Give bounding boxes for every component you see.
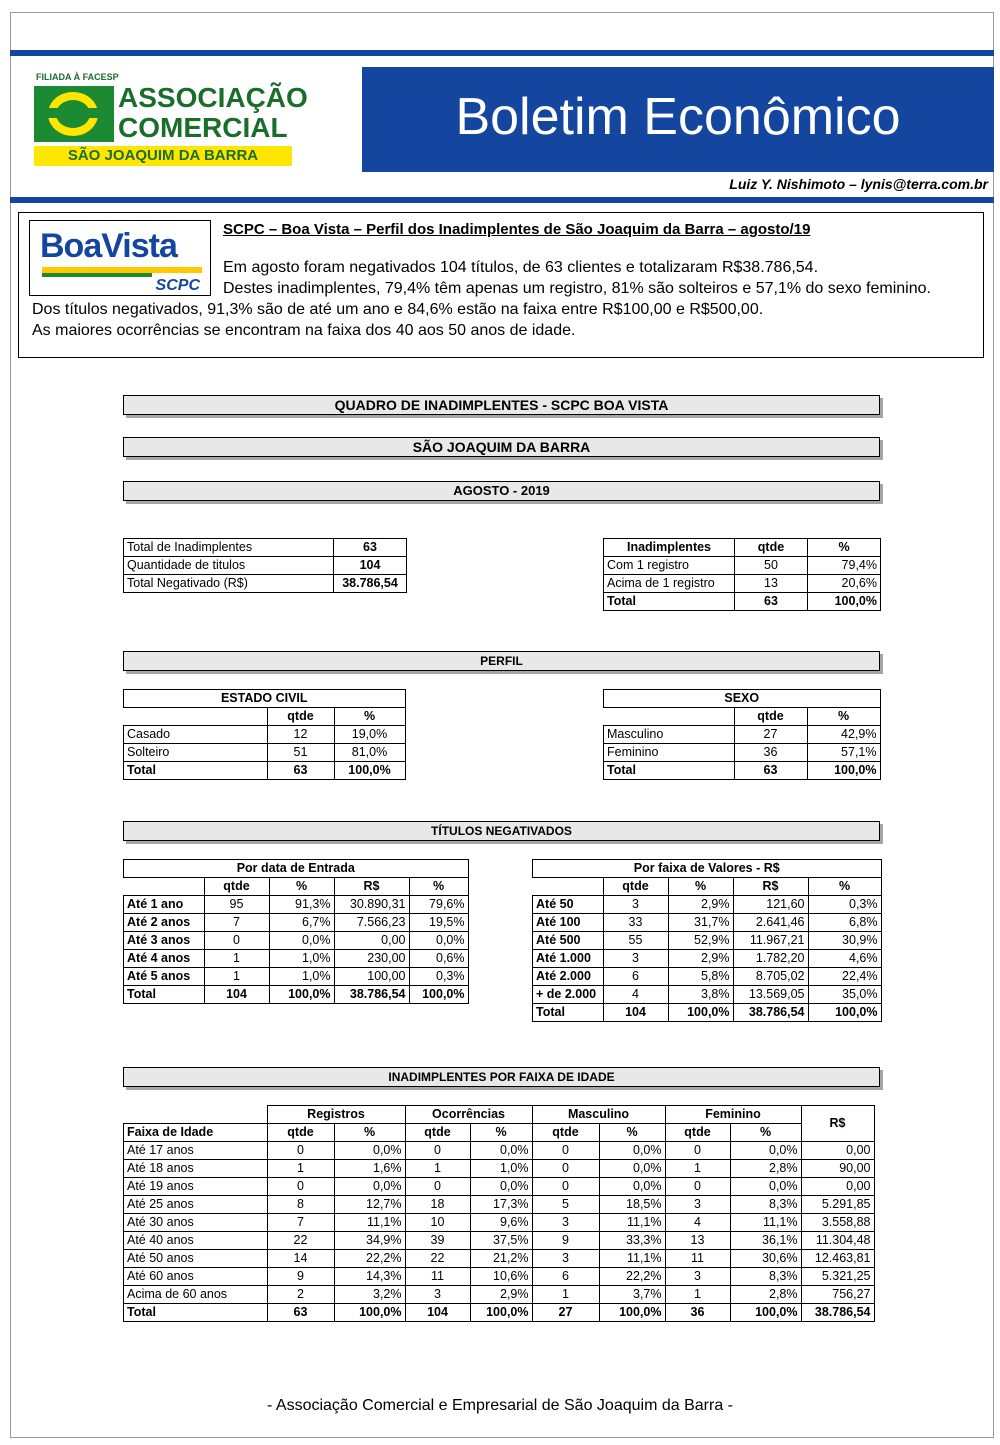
table-cell: 8	[267, 1196, 334, 1214]
table-row: Quantidade de titulos 104	[124, 557, 407, 575]
table-cell: Acima de 60 anos	[124, 1286, 268, 1304]
table-cell: Até 1 ano	[124, 896, 205, 914]
table-row	[124, 932, 469, 950]
table-cell: 13	[665, 1232, 730, 1250]
table-row	[533, 986, 882, 1004]
table-row	[533, 932, 882, 950]
table-cell: 0,0%	[334, 1142, 405, 1160]
table-cell: 6	[603, 968, 668, 986]
table-cell: Até 4 anos	[124, 950, 205, 968]
table-row: Acima de 1 registro 13 20,6%	[604, 575, 881, 593]
table-cell: 1.782,20	[733, 950, 808, 968]
table-cell: 30,9%	[808, 932, 881, 950]
table-cell: 22	[267, 1232, 334, 1250]
table-cell: Até 60 anos	[124, 1268, 268, 1286]
table-total-row	[533, 1004, 882, 1022]
table-cell: 2,8%	[730, 1160, 801, 1178]
table-cell: 1	[532, 1286, 599, 1304]
table-cell: 0	[665, 1142, 730, 1160]
table-cell: 5.321,25	[801, 1268, 874, 1286]
table-cell: 34,9%	[334, 1232, 405, 1250]
table-cell: 17,3%	[470, 1196, 532, 1214]
table-cell: 1	[665, 1286, 730, 1304]
table-cell: Até 50 anos	[124, 1250, 268, 1268]
table-cell: 33	[603, 914, 668, 932]
table-cell: 11	[665, 1250, 730, 1268]
table-cell: 22,2%	[599, 1268, 665, 1286]
table-cell: 100,00	[334, 968, 409, 986]
table-cell: 13.569,05	[733, 986, 808, 1004]
table-cell: 0	[532, 1178, 599, 1196]
table-cell: 100,0%	[470, 1304, 532, 1322]
perfil-title: PERFIL	[123, 651, 880, 671]
table-subheader: qtde % R$ %	[533, 878, 882, 896]
table-cell: Até 50	[533, 896, 604, 914]
table-cell: 52,9%	[668, 932, 733, 950]
banner-title: Boletim Econômico	[362, 67, 994, 172]
table-cell: 0,00	[334, 932, 409, 950]
table-subheader: qtde % R$ %	[124, 878, 469, 896]
logo-filiada: FILIADA À FACESP	[36, 72, 119, 82]
table-cell: 7	[267, 1214, 334, 1232]
table-cell: 11	[405, 1268, 470, 1286]
table-cell: 0	[267, 1178, 334, 1196]
table-subheader: qtde %	[124, 708, 406, 726]
table-cell: 1,0%	[269, 968, 334, 986]
summary-p2: Destes inadimplentes, 79,4% têm apenas um registro, 81% são solteiros e 57,1% do sexo feminino.	[223, 280, 931, 297]
logo-emblem-icon	[34, 86, 114, 142]
table-cell: 33,3%	[599, 1232, 665, 1250]
table-cell: 0	[204, 932, 269, 950]
table-cell: 22,4%	[808, 968, 881, 986]
table-cell: 5,8%	[668, 968, 733, 986]
table-cell: 6,8%	[808, 914, 881, 932]
table-cell: 4	[603, 986, 668, 1004]
footer-text: - Associação Comercial e Empresarial de São Joaquim da Barra -	[267, 1397, 733, 1414]
table-cell: 14	[267, 1250, 334, 1268]
table-cell: 2.641,46	[733, 914, 808, 932]
table-cell: 30,6%	[730, 1250, 801, 1268]
table-cell: 21,2%	[470, 1250, 532, 1268]
table-cell: 3	[603, 950, 668, 968]
table-cell: 8,3%	[730, 1196, 801, 1214]
logo-city: SÃO JOAQUIM DA BARRA	[34, 146, 292, 166]
table-cell: 0,0%	[334, 1178, 405, 1196]
table-total-row	[124, 986, 469, 1004]
table-cell: 0,3%	[808, 896, 881, 914]
table-cell: 10,6%	[470, 1268, 532, 1286]
summary-box	[18, 212, 984, 358]
table-cell: 3	[665, 1196, 730, 1214]
table-cell: 11,1%	[599, 1250, 665, 1268]
table-cell: 100,0%	[269, 986, 334, 1004]
table-cell: 0,00	[801, 1178, 874, 1196]
table-cell: 2,9%	[668, 896, 733, 914]
table-total-row	[124, 1304, 875, 1322]
table-row	[533, 896, 882, 914]
table-total-row: Total 63 100,0%	[604, 593, 881, 611]
table-cell: 5.291,85	[801, 1196, 874, 1214]
table-cell: 3	[532, 1214, 599, 1232]
cidade-title: SÃO JOAQUIM DA BARRA	[123, 437, 880, 457]
table-row: Total Negativado (R$) 38.786,54	[124, 575, 407, 593]
table-row	[124, 1196, 875, 1214]
table-cell: Até 40 anos	[124, 1232, 268, 1250]
table-cell: Até 17 anos	[124, 1142, 268, 1160]
table-cell: Até 3 anos	[124, 932, 205, 950]
summary-p1: Em agosto foram negativados 104 títulos, de 63 clientes e totalizaram R$38.786,54.	[223, 259, 819, 276]
table-cell: 1	[405, 1160, 470, 1178]
table-cell: Até 19 anos	[124, 1178, 268, 1196]
table-cell: 0,3%	[409, 968, 468, 986]
table-cell: 38.786,54	[733, 1004, 808, 1022]
table-cell: 0,0%	[599, 1160, 665, 1178]
table-cell: 104	[603, 1004, 668, 1022]
table-cell: 0	[532, 1160, 599, 1178]
table-subheader: qtde %	[604, 708, 881, 726]
table-row	[124, 1142, 875, 1160]
table-cell: Até 500	[533, 932, 604, 950]
estado-civil-table	[123, 689, 406, 780]
table-cell: Até 100	[533, 914, 604, 932]
table-cell: 3	[665, 1268, 730, 1286]
table-cell: 0	[405, 1142, 470, 1160]
table-cell: 100,0%	[730, 1304, 801, 1322]
table-row: Feminino 36 57,1%	[604, 744, 881, 762]
table-header: SEXO	[604, 690, 881, 708]
table-header: ESTADO CIVIL	[124, 690, 406, 708]
table-subheader: Faixa de Idade qtde % qtde % qtde % qtde %	[124, 1124, 875, 1142]
table-cell: 37,5%	[470, 1232, 532, 1250]
table-cell: 0,00	[801, 1142, 874, 1160]
summary-title: SCPC – Boa Vista – Perfil dos Inadimplentes de São Joaquim da Barra – agosto/19	[223, 221, 811, 238]
header-rule-bottom	[10, 197, 994, 203]
titulos-title: TÍTULOS NEGATIVADOS	[123, 821, 880, 841]
table-cell: 95	[204, 896, 269, 914]
table-cell: 2,8%	[730, 1286, 801, 1304]
table-cell: 22,2%	[334, 1250, 405, 1268]
inadimplentes-table	[603, 538, 881, 611]
table-row	[124, 968, 469, 986]
por-faixa-table	[532, 859, 882, 1022]
table-cell: 3	[532, 1250, 599, 1268]
totals-table	[123, 538, 407, 593]
table-row	[124, 1286, 875, 1304]
table-cell: 4,6%	[808, 950, 881, 968]
table-row	[124, 1160, 875, 1178]
table-cell: 35,0%	[808, 986, 881, 1004]
table-cell: 91,3%	[269, 896, 334, 914]
table-row: Casado 12 19,0%	[124, 726, 406, 744]
table-cell: 11,1%	[334, 1214, 405, 1232]
table-cell: Até 2 anos	[124, 914, 205, 932]
table-cell: 0,0%	[470, 1178, 532, 1196]
table-cell: 0,0%	[730, 1142, 801, 1160]
table-cell: 79,6%	[409, 896, 468, 914]
table-cell: 1	[204, 950, 269, 968]
summary-p4: As maiores ocorrências se encontram na faixa dos 40 aos 50 anos de idade.	[32, 322, 576, 339]
table-header: Por data de Entrada	[124, 860, 469, 878]
table-cell: + de 2.000	[533, 986, 604, 1004]
table-cell: 3,7%	[599, 1286, 665, 1304]
table-cell: 3	[603, 896, 668, 914]
table-cell: 1,0%	[470, 1160, 532, 1178]
table-cell: Até 1.000	[533, 950, 604, 968]
table-cell: 0	[532, 1142, 599, 1160]
table-cell: 63	[267, 1304, 334, 1322]
table-cell: 100,0%	[668, 1004, 733, 1022]
table-cell: 0,0%	[599, 1142, 665, 1160]
table-cell: 756,27	[801, 1286, 874, 1304]
table-cell: 121,60	[733, 896, 808, 914]
table-row	[124, 914, 469, 932]
table-cell: 0,0%	[269, 932, 334, 950]
table-cell: Até 5 anos	[124, 968, 205, 986]
table-cell: Até 2.000	[533, 968, 604, 986]
table-cell: 230,00	[334, 950, 409, 968]
table-row	[124, 1178, 875, 1196]
table-cell: 1,0%	[269, 950, 334, 968]
table-cell: 0	[267, 1142, 334, 1160]
table-cell: Até 30 anos	[124, 1214, 268, 1232]
quadro-title: QUADRO DE INADIMPLENTES - SCPC BOA VISTA	[123, 395, 880, 415]
boavista-logo	[29, 220, 211, 296]
table-cell: 0,0%	[470, 1142, 532, 1160]
table-cell: 100,0%	[409, 986, 468, 1004]
table-cell: 2	[267, 1286, 334, 1304]
summary-p3: Dos títulos negativados, 91,3% são de até um ano e 84,6% estão na faixa entre R$100,00 e R$500,00.	[32, 301, 764, 318]
idade-title: INADIMPLENTES POR FAIXA DE IDADE	[123, 1067, 880, 1087]
table-cell: 7.566,23	[334, 914, 409, 932]
table-row	[124, 1232, 875, 1250]
header-rule-top	[10, 50, 994, 56]
table-row	[124, 896, 469, 914]
table-row: Com 1 registro 50 79,4%	[604, 557, 881, 575]
table-cell: 8,3%	[730, 1268, 801, 1286]
table-row	[124, 1214, 875, 1232]
table-cell: 36	[665, 1304, 730, 1322]
table-cell: 9	[267, 1268, 334, 1286]
table-cell: 0,6%	[409, 950, 468, 968]
table-cell: 22	[405, 1250, 470, 1268]
table-cell: 4	[665, 1214, 730, 1232]
table-cell: 5	[532, 1196, 599, 1214]
table-cell: Total	[124, 986, 205, 1004]
table-header: Registros Ocorrências Masculino Feminino R$	[124, 1106, 875, 1124]
table-cell: 7	[204, 914, 269, 932]
table-cell: 3,8%	[668, 986, 733, 1004]
table-cell: 0	[405, 1178, 470, 1196]
idade-table	[123, 1105, 875, 1322]
table-cell: 12.463,81	[801, 1250, 874, 1268]
table-cell: 0	[665, 1178, 730, 1196]
table-total-row: Total 63 100,0%	[124, 762, 406, 780]
table-cell: 11.967,21	[733, 932, 808, 950]
table-cell: 104	[204, 986, 269, 1004]
table-cell: 2,9%	[470, 1286, 532, 1304]
table-row	[533, 968, 882, 986]
table-row: Masculino 27 42,9%	[604, 726, 881, 744]
table-cell: 14,3%	[334, 1268, 405, 1286]
table-cell: 90,00	[801, 1160, 874, 1178]
table-cell: 8.705,02	[733, 968, 808, 986]
table-cell: 9	[532, 1232, 599, 1250]
table-row	[533, 914, 882, 932]
table-cell: 104	[405, 1304, 470, 1322]
table-cell: 3.558,88	[801, 1214, 874, 1232]
table-cell: 6	[532, 1268, 599, 1286]
table-cell: 12,7%	[334, 1196, 405, 1214]
table-cell: 30.890,31	[334, 896, 409, 914]
table-cell: 0,0%	[599, 1178, 665, 1196]
boavista-sub: SCPC	[155, 277, 200, 294]
table-cell: 3,2%	[334, 1286, 405, 1304]
table-cell: 1,6%	[334, 1160, 405, 1178]
table-cell: 38.786,54	[801, 1304, 874, 1322]
table-cell: 11,1%	[599, 1214, 665, 1232]
table-cell: 10	[405, 1214, 470, 1232]
associacao-logo	[32, 72, 308, 168]
table-row: Total de Inadimplentes 63	[124, 539, 407, 557]
table-cell: Total	[124, 1304, 268, 1322]
logo-word-1: ASSOCIAÇÃO	[118, 82, 308, 113]
table-cell: 9,6%	[470, 1214, 532, 1232]
table-cell: 6,7%	[269, 914, 334, 932]
por-data-table	[123, 859, 469, 1004]
table-cell: 2,9%	[668, 950, 733, 968]
table-cell: 1	[665, 1160, 730, 1178]
table-cell: Até 25 anos	[124, 1196, 268, 1214]
table-cell: Até 18 anos	[124, 1160, 268, 1178]
table-cell: 18,5%	[599, 1196, 665, 1214]
table-cell: 100,0%	[599, 1304, 665, 1322]
table-row	[124, 1250, 875, 1268]
table-cell: 31,7%	[668, 914, 733, 932]
boavista-name: BoaVista	[40, 227, 177, 265]
table-cell: 0,0%	[730, 1178, 801, 1196]
table-cell: 11,1%	[730, 1214, 801, 1232]
table-cell: 100,0%	[808, 1004, 881, 1022]
table-cell: Total	[533, 1004, 604, 1022]
table-cell: 11.304,48	[801, 1232, 874, 1250]
table-cell: 100,0%	[334, 1304, 405, 1322]
table-total-row: Total 63 100,0%	[604, 762, 881, 780]
table-cell: 3	[405, 1286, 470, 1304]
table-cell: 55	[603, 932, 668, 950]
author-line: Luiz Y. Nishimoto – lynis@terra.com.br	[729, 176, 988, 192]
table-row	[124, 1268, 875, 1286]
table-cell: 1	[267, 1160, 334, 1178]
table-row	[124, 950, 469, 968]
table-cell: 19,5%	[409, 914, 468, 932]
table-row	[533, 950, 882, 968]
table-cell: 18	[405, 1196, 470, 1214]
table-header: Inadimplentes qtde %	[604, 539, 881, 557]
sexo-table	[603, 689, 881, 780]
table-cell: 0,0%	[409, 932, 468, 950]
logo-word-2: COMERCIAL	[118, 112, 288, 143]
periodo-title: AGOSTO - 2019	[123, 481, 880, 501]
table-row: Solteiro 51 81,0%	[124, 744, 406, 762]
table-cell: 1	[204, 968, 269, 986]
table-cell: 27	[532, 1304, 599, 1322]
table-cell: 39	[405, 1232, 470, 1250]
table-cell: 36,1%	[730, 1232, 801, 1250]
table-header: Por faixa de Valores - R$	[533, 860, 882, 878]
table-cell: 38.786,54	[334, 986, 409, 1004]
